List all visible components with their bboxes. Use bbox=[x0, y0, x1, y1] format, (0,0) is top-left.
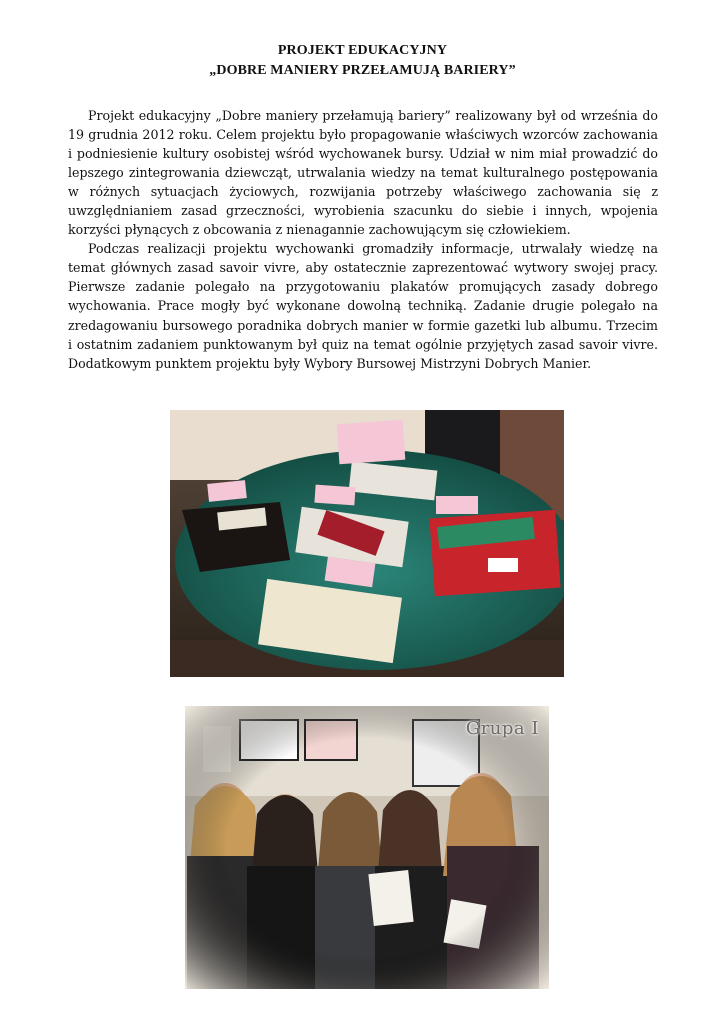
body-text bbox=[68, 106, 658, 373]
photo-group-label: Grupa I bbox=[465, 718, 539, 739]
photo-group bbox=[185, 706, 549, 989]
paragraph-2: Podczas realizacji projektu wychowanki gromadziły informacje, utrwalały wiedzę na temat głównych zasad savoir vivre, aby ostatecznie zaprezentować wytwory swojej pracy. Pierwsze zadanie polegało na przygotowaniu plakatów promujących zasady dobrego wychowania. Prace mogły być wykonane dowolną techniką. Zadanie drugie polegało na zredagowaniu bursowego poradnika dobrych manier w formie gazetki lub albumu. Trzecim i ostatnim zadaniem punktowanym był quiz na temat ogólnie przyjętych zasad savoir vivre. Dodatkowym punktem projektu były Wybory Bursowej Mistrzyni Dobrych Manier. bbox=[68, 241, 658, 371]
paragraph-1: Projekt edukacyjny „Dobre maniery przełamują bariery” realizowany był od września do 19 grudnia 2012 roku. Celem projektu było propagowanie właściwych wzorców zachowania i podniesienie kultury osobistej wśród wychowanek bursy. Udział w nim miał prowadzić do lepszego zintegrowania dziewcząt, utrwalania wiedzy na temat kulturalnego postępowania w różnych sytuacjach życiowych, rozwijania potrzeby właściwego zachowania się z uwzględnianiem zasad grzeczności, wyrobienia szacunku do siebie i innych, wpojenia korzyści płynących z obcowania z nienagannie zachowującym się człowiekiem. bbox=[68, 108, 658, 238]
document-title-line-1: PROJEKT EDUKACYJNY bbox=[277, 43, 448, 58]
photo-group-image bbox=[185, 706, 549, 989]
photo-table-display-image bbox=[170, 410, 564, 677]
document-title-line-2: „DOBRE MANIERY PRZEŁAMUJĄ BARIERY” bbox=[209, 63, 516, 78]
photo-table-display bbox=[170, 410, 564, 677]
